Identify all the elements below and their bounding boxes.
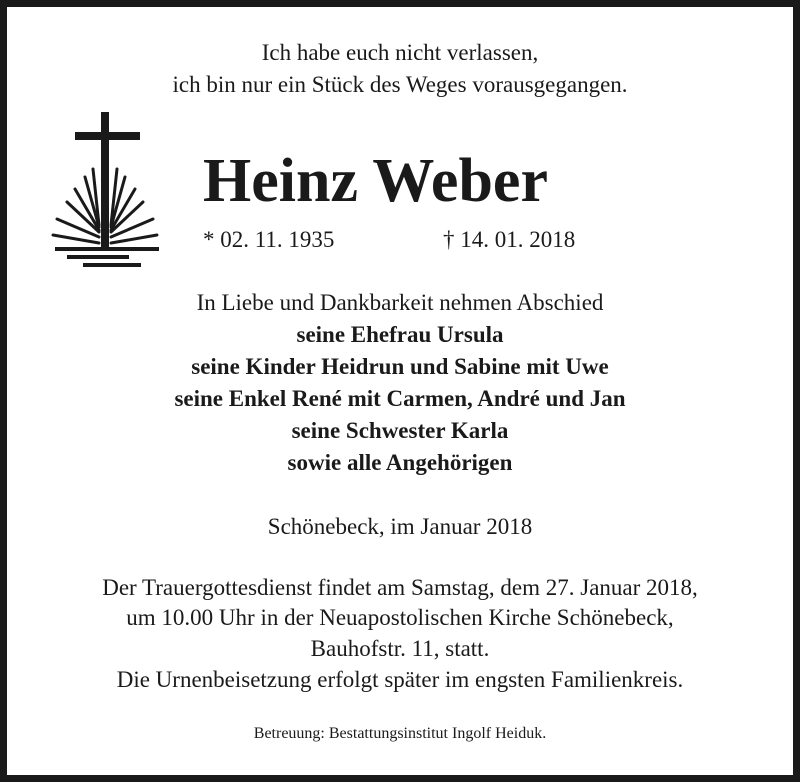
mourner-line: seine Ehefrau Ursula — [296, 322, 504, 347]
service-line: Die Urnenbeisetzung erfolgt später im engsten Familienkreis. — [116, 667, 684, 692]
mourner-line: seine Enkel René mit Carmen, André und Jan — [174, 386, 626, 411]
death-date: † 14. 01. 2018 — [443, 227, 576, 252]
motto-line-2: ich bin nur ein Stück des Weges vorausgegangen. — [172, 72, 628, 97]
service-line: um 10.00 Uhr in der Neuapostolischen Kirche Schönebeck, — [126, 605, 674, 630]
mourner-line: sowie alle Angehörigen — [287, 450, 513, 475]
mourner-line: seine Schwester Karla — [291, 418, 509, 443]
place-and-date: Schönebeck, im Januar 2018 — [267, 514, 533, 539]
deceased-name: Heinz Weber — [203, 147, 548, 215]
funeral-home-credit: Betreuung: Bestattungsinstitut Ingolf Heiduk. — [253, 725, 547, 742]
mourner-line: seine Kinder Heidrun und Sabine mit Uwe — [191, 354, 609, 379]
motto-line-1: Ich habe euch nicht verlassen, — [261, 40, 539, 65]
cross-with-sunrise-icon — [47, 107, 172, 272]
service-line: Bauhofstr. 11, statt. — [310, 636, 490, 661]
farewell-intro: In Liebe und Dankbarkeit nehmen Abschied — [196, 290, 604, 315]
birth-date: * 02. 11. 1935 — [203, 227, 335, 252]
service-line: Der Trauergottesdienst findet am Samstag, dem 27. Januar 2018, — [102, 575, 698, 600]
